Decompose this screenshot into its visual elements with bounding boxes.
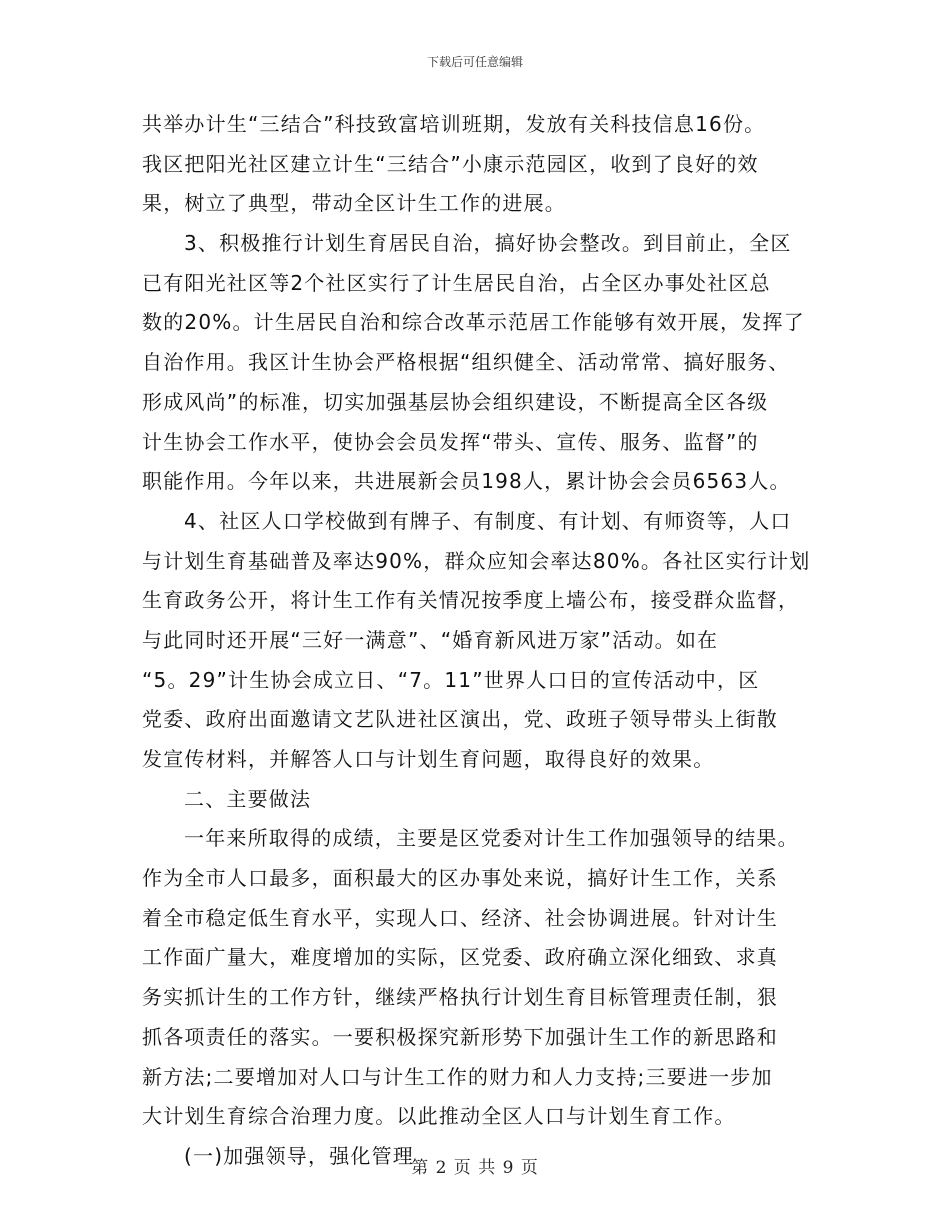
text-line: 已有阳光社区等2个社区实行了计生居民自治，占全区办事处社区总 xyxy=(142,270,771,295)
text-line: 抓各项责任的落实。一要积极探究新形势下加强计生工作的新思路和 xyxy=(142,1024,778,1049)
paragraph-start-line: 4、社区人口学校做到有牌子、有制度、有计划、有师资等，人口 xyxy=(184,508,792,533)
paragraph-start-line: 3、积极推行计划生育居民自治，搞好协会整改。到目前止，全区 xyxy=(184,231,792,256)
text-line: 着全市稳定低生育水平，实现人口、经济、社会协调进展。针对计生 xyxy=(142,905,778,930)
page-number: 第 2 页 共 9 页 xyxy=(411,1158,539,1178)
section-heading: 二、主要做法 xyxy=(184,786,312,811)
subsection-heading: (一)加强领导，强化管理 xyxy=(184,1143,415,1168)
text-line: 数的20%。计生居民自治和综合改革示范居工作能够有效开展，发挥了 xyxy=(142,310,805,335)
text-line: 自治作用。我区计生协会严格根据“组织健全、活动常常、搞好服务、 xyxy=(142,350,790,375)
text-line: 大计划生育综合治理力度。以此推动全区人口与计划生育工作。 xyxy=(142,1104,736,1129)
paragraph-start-line: 一年来所取得的成绩，主要是区党委对计生工作加强领导的结果。 xyxy=(184,826,799,851)
text-line: 职能作用。今年以来，共进展新会员198人，累计协会会员6563人。 xyxy=(142,469,791,494)
text-line: 计生协会工作水平，使协会会员发挥“带头、宣传、服务、监督”的 xyxy=(142,429,759,454)
text-line: 发宣传材料，并解答人口与计划生育问题，取得良好的效果。 xyxy=(142,747,715,771)
text-line: 工作面广量大，难度增加的实际，区党委、政府确立深化细致、求真 xyxy=(142,945,778,970)
text-line: 新方法;二要增加对人口与计生工作的财力和人力支持;三要进一步加 xyxy=(142,1064,773,1089)
text-line: 果，树立了典型，带动全区计生工作的进展。 xyxy=(142,191,566,216)
text-line: 形成风尚”的标准，切实加强基层协会组织建设，不断提高全区各级 xyxy=(142,389,769,414)
text-line: “5。29”计生协会成立日、“7。11”世界人口日的宣传活动中，区 xyxy=(142,667,760,692)
text-line: 党委、政府出面邀请文艺队进社区演出，党、政班子领导带头上街散 xyxy=(142,707,778,732)
text-line: 务实抓计生的工作方针，继续严格执行计划生育目标管理责任制，狠 xyxy=(142,985,778,1010)
text-line: 共举办计生“三结合”科技致富培训班期，发放有关科技信息16份。 xyxy=(142,112,766,136)
document-body xyxy=(142,105,827,1177)
text-line: 我区把阳光社区建立计生“三结合”小康示范园区，收到了良好的效 xyxy=(142,151,759,176)
page-header: 下载后可任意编辑 xyxy=(426,55,523,69)
text-line: 与计划生育基础普及率达90%，群众应知会率达80%。各社区实行计划 xyxy=(142,548,811,573)
text-line: 生育政务公开，将计生工作有关情况按季度上墙公布，接受群众监督， xyxy=(142,588,800,613)
text-line: 与此同时还开展“三好一满意”、“婚育新风进万家”活动。如在 xyxy=(142,627,719,652)
text-line: 作为全市人口最多，面积最大的区办事处来说，搞好计生工作，关系 xyxy=(142,866,778,891)
